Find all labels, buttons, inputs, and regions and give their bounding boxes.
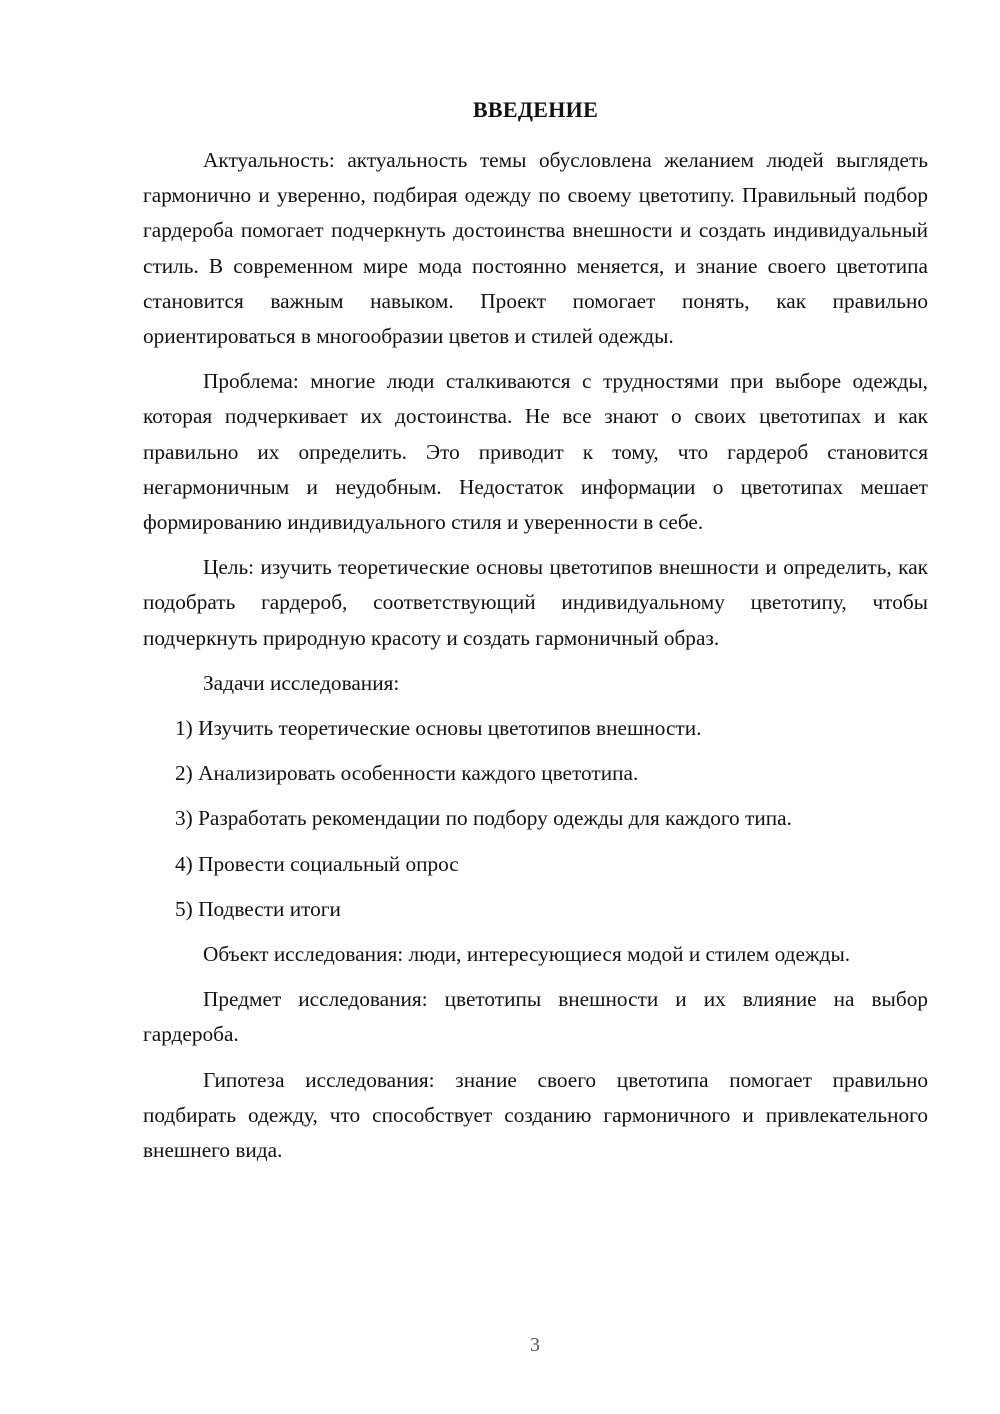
- tasks-heading: Задачи исследования:: [203, 670, 400, 695]
- list-item: 5) Подвести итоги: [175, 896, 341, 921]
- page-content: [143, 95, 928, 1178]
- subject-paragraph: Предмет исследования: цветотипы внешности и их влияние на выбор гардероба.: [143, 987, 928, 1047]
- task-list: [143, 711, 928, 927]
- relevance-paragraph: Актуальность: актуальность темы обусловлена желанием людей выглядеть гармонично и уверенно, подбирая одежду по своему цветотипу. Правильный подбор гардероба помогает подчеркнуть достоинства внешности и создать индивидуальный стиль. В современном мире мода постоянно меняется, и знание своего цветотипа становится важным навыком. Проект помогает понять, как правильно ориентироваться в многообразии цветов и стилей одежды.: [143, 148, 928, 349]
- problem-paragraph: Проблема: многие люди сталкиваются с трудностями при выборе одежды, которая подчеркивает их достоинства. Не все знают о своих цветотипах и как правильно их определить. Это приводит к тому, что гардероб становится негармоничным и неудобным. Недостаток информации о цветотипах мешает формированию индивидуального стиля и уверенности в себе.: [143, 369, 928, 535]
- object-paragraph: Объект исследования: люди, интересующиеся модой и стилем одежды.: [203, 942, 851, 967]
- page-number: 3: [530, 1334, 540, 1356]
- list-item: 4) Провести социальный опрос: [175, 851, 459, 876]
- goal-paragraph: Цель: изучить теоретические основы цветотипов внешности и определить, как подобрать гардероб, соответствующий индивидуальному цветотипу, чтобы подчеркнуть природную красоту и создать гармоничный образ.: [143, 555, 928, 650]
- page-title: ВВЕДЕНИЕ: [472, 97, 599, 122]
- list-item: 3) Разработать рекомендации по подбору одежды для каждого типа.: [175, 806, 792, 831]
- list-item: 2) Анализировать особенности каждого цветотипа.: [175, 761, 639, 786]
- hypothesis-paragraph: Гипотеза исследования: знание своего цветотипа помогает правильно подбирать одежду, что способствует созданию гармоничного и привлекательного внешнего вида.: [143, 1067, 928, 1163]
- list-item: 1) Изучить теоретические основы цветотипов внешности.: [175, 716, 702, 741]
